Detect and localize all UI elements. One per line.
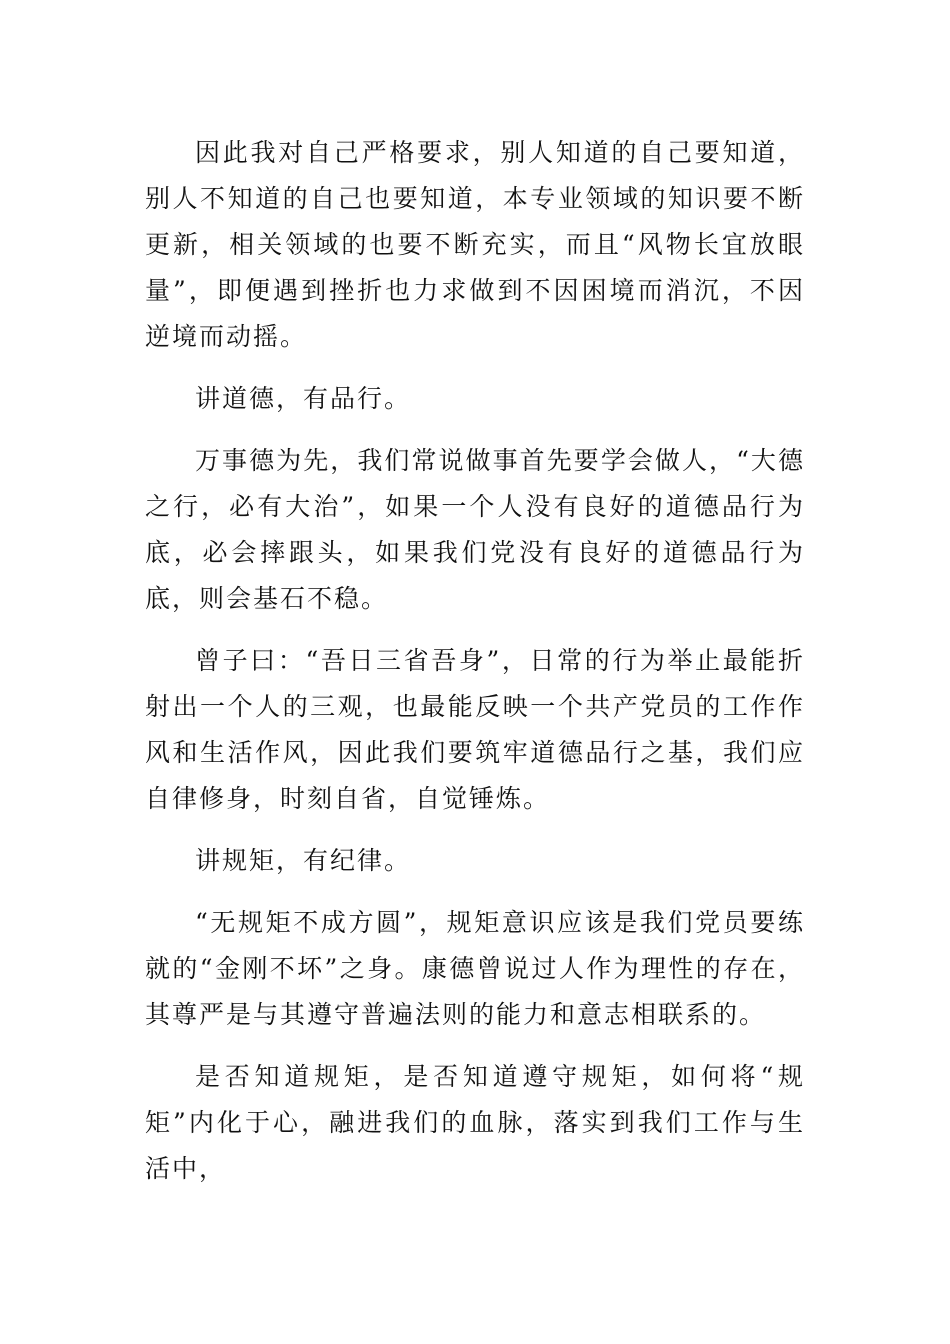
paragraph-rules-awareness: “无规矩不成方圆”，规矩意识应该是我们党员要练就的“金刚不坏”之身。康德曾说过人作为理性的存在，其尊严是与其遵守普遍法则的能力和意志相联系的。 xyxy=(145,908,805,1029)
paragraph-virtue-first: 万事德为先，我们常说做事首先要学会做人，“大德之行，必有大治”，如果一个人没有良好的道德品行为底，必会摔跟头，如果我们党没有良好的道德品行为底，则会基石不稳。 xyxy=(145,446,805,613)
document-body xyxy=(145,130,805,1208)
heading-morality: 讲道德，有品行。 xyxy=(195,384,412,413)
paragraph-zengzi: 曾子曰：“吾日三省吾身”，日常的行为举止最能折射出一个人的三观，也最能反映一个共产党员的工作作风和生活作风，因此我们要筑牢道德品行之基，我们应自律修身，时刻自省，自觉锤炼。 xyxy=(145,646,805,813)
paragraph-self-discipline: 因此我对自己严格要求，别人知道的自己要知道，别人不知道的自己也要知道，本专业领域的知识要不断更新，相关领域的也要不断充实，而且“风物长宜放眼量”，即便遇到挫折也力求做到不因困境而消沉，不因逆境而动摇。 xyxy=(145,138,805,351)
heading-rules: 讲规矩，有纪律。 xyxy=(195,846,412,875)
paragraph-follow-rules: 是否知道规矩，是否知道遵守规矩，如何将“规矩”内化于心，融进我们的血脉，落实到我们工作与生活中， xyxy=(145,1062,805,1183)
